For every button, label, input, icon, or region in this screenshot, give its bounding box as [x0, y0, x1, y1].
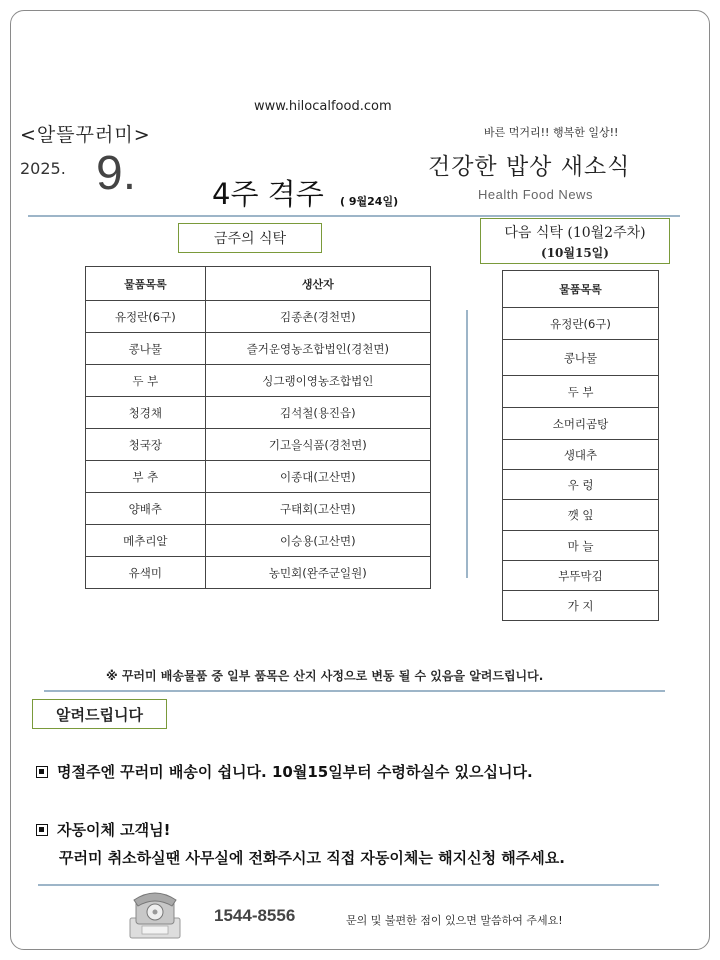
- item-cell: 가 지: [503, 591, 659, 621]
- announcement-item: [36, 819, 171, 840]
- column-header: 물품목록: [86, 267, 206, 301]
- item-cell: 두 부: [86, 365, 206, 397]
- square-bullet-icon: [36, 766, 48, 778]
- item-cell: 청경채: [86, 397, 206, 429]
- item-cell: 유정란(6구): [86, 301, 206, 333]
- producer-cell: 기고을식품(경천면): [205, 429, 430, 461]
- item-cell: 마 늘: [503, 531, 659, 561]
- table-header-row: [86, 267, 431, 301]
- issue-date: ( 9월24일): [340, 195, 399, 208]
- announcement-text: 명절주엔 꾸러미 배송이 쉽니다. 10월15일부터 수령하실수 있으십니다.: [57, 763, 533, 781]
- table-row: [503, 591, 659, 621]
- table-row: [503, 376, 659, 408]
- this-week-table: [85, 266, 431, 589]
- table-row: [86, 525, 431, 557]
- column-header: 생산자: [205, 267, 430, 301]
- item-cell: 깻 잎: [503, 500, 659, 531]
- announcement-title: 자동이체 고객님!: [57, 821, 171, 839]
- item-cell: 생대추: [503, 440, 659, 470]
- producer-cell: 구태회(고산면): [205, 493, 430, 525]
- phone-number: 1544-8556: [214, 906, 296, 925]
- table-row: [503, 440, 659, 470]
- next-week-date: (10월15일): [541, 245, 609, 260]
- table-row: [86, 365, 431, 397]
- table-row: [86, 557, 431, 589]
- item-cell: 유정란(6구): [503, 308, 659, 340]
- issue-year: 2025.: [20, 159, 66, 178]
- producer-cell: 이승용(고산면): [205, 525, 430, 557]
- table-row: [503, 408, 659, 440]
- table-row: [503, 561, 659, 591]
- table-row: [86, 333, 431, 365]
- table-row: [86, 493, 431, 525]
- item-cell: 양배추: [86, 493, 206, 525]
- contact-message: 문의 및 불편한 점이 있으면 말씀하여 주세요!: [346, 914, 563, 927]
- announcement-label: 알려드립니다: [32, 699, 167, 729]
- website-url: www.hilocalfood.com: [254, 99, 392, 114]
- producer-cell: 싱그랭이영농조합법인: [205, 365, 430, 397]
- item-cell: 부 추: [86, 461, 206, 493]
- next-week-label: [480, 218, 670, 264]
- telephone-icon: [128, 888, 182, 940]
- item-cell: 부뚜막김: [503, 561, 659, 591]
- brand-name: <알뜰꾸러미>: [20, 124, 151, 146]
- table-row: [503, 531, 659, 561]
- substitution-notice: ※ 꾸러미 배송물품 중 일부 품목은 산지 사정으로 변동 될 수 있음을 알려드립니다.: [106, 669, 544, 683]
- table-row: [86, 461, 431, 493]
- item-cell: 유색미: [86, 557, 206, 589]
- item-cell: 메추리알: [86, 525, 206, 557]
- issue-month: 9.: [96, 147, 137, 200]
- table-row: [503, 470, 659, 500]
- item-cell: 우 렁: [503, 470, 659, 500]
- table-row: [503, 500, 659, 531]
- announcement-text: 꾸러미 취소하실땐 사무실에 전화주시고 직접 자동이체는 해지신청 해주세요.: [59, 849, 565, 867]
- newsletter-subtitle: Health Food News: [478, 187, 593, 202]
- table-header-row: [503, 271, 659, 308]
- footer-divider: [38, 884, 659, 886]
- table-row: [86, 397, 431, 429]
- item-cell: 콩나물: [503, 340, 659, 376]
- header-divider: [28, 215, 680, 217]
- item-cell: 소머리곰탕: [503, 408, 659, 440]
- column-header: 물품목록: [503, 271, 659, 308]
- issue-week: 4주 격주: [212, 177, 324, 211]
- table-row: [86, 429, 431, 461]
- tagline: 바른 먹거리!! 행복한 일상!!: [484, 126, 619, 139]
- table-row: [86, 301, 431, 333]
- next-week-title: 다음 식탁 (10월2주차): [504, 224, 646, 241]
- item-cell: 콩나물: [86, 333, 206, 365]
- notice-divider: [44, 690, 665, 692]
- producer-cell: 이종대(고산면): [205, 461, 430, 493]
- square-bullet-icon: [36, 824, 48, 836]
- this-week-label: 금주의 식탁: [178, 223, 322, 253]
- column-divider: [466, 310, 468, 578]
- producer-cell: 김석철(용진읍): [205, 397, 430, 429]
- producer-cell: 농민회(완주군일원): [205, 557, 430, 589]
- newsletter-title: 건강한 밥상 새소식: [428, 154, 631, 180]
- item-cell: 청국장: [86, 429, 206, 461]
- producer-cell: 즐거운영농조합법인(경천면): [205, 333, 430, 365]
- announcement-item: [36, 761, 533, 782]
- producer-cell: 김종촌(경천면): [205, 301, 430, 333]
- table-row: [503, 340, 659, 376]
- item-cell: 두 부: [503, 376, 659, 408]
- next-week-table: [502, 270, 659, 621]
- table-row: [503, 308, 659, 340]
